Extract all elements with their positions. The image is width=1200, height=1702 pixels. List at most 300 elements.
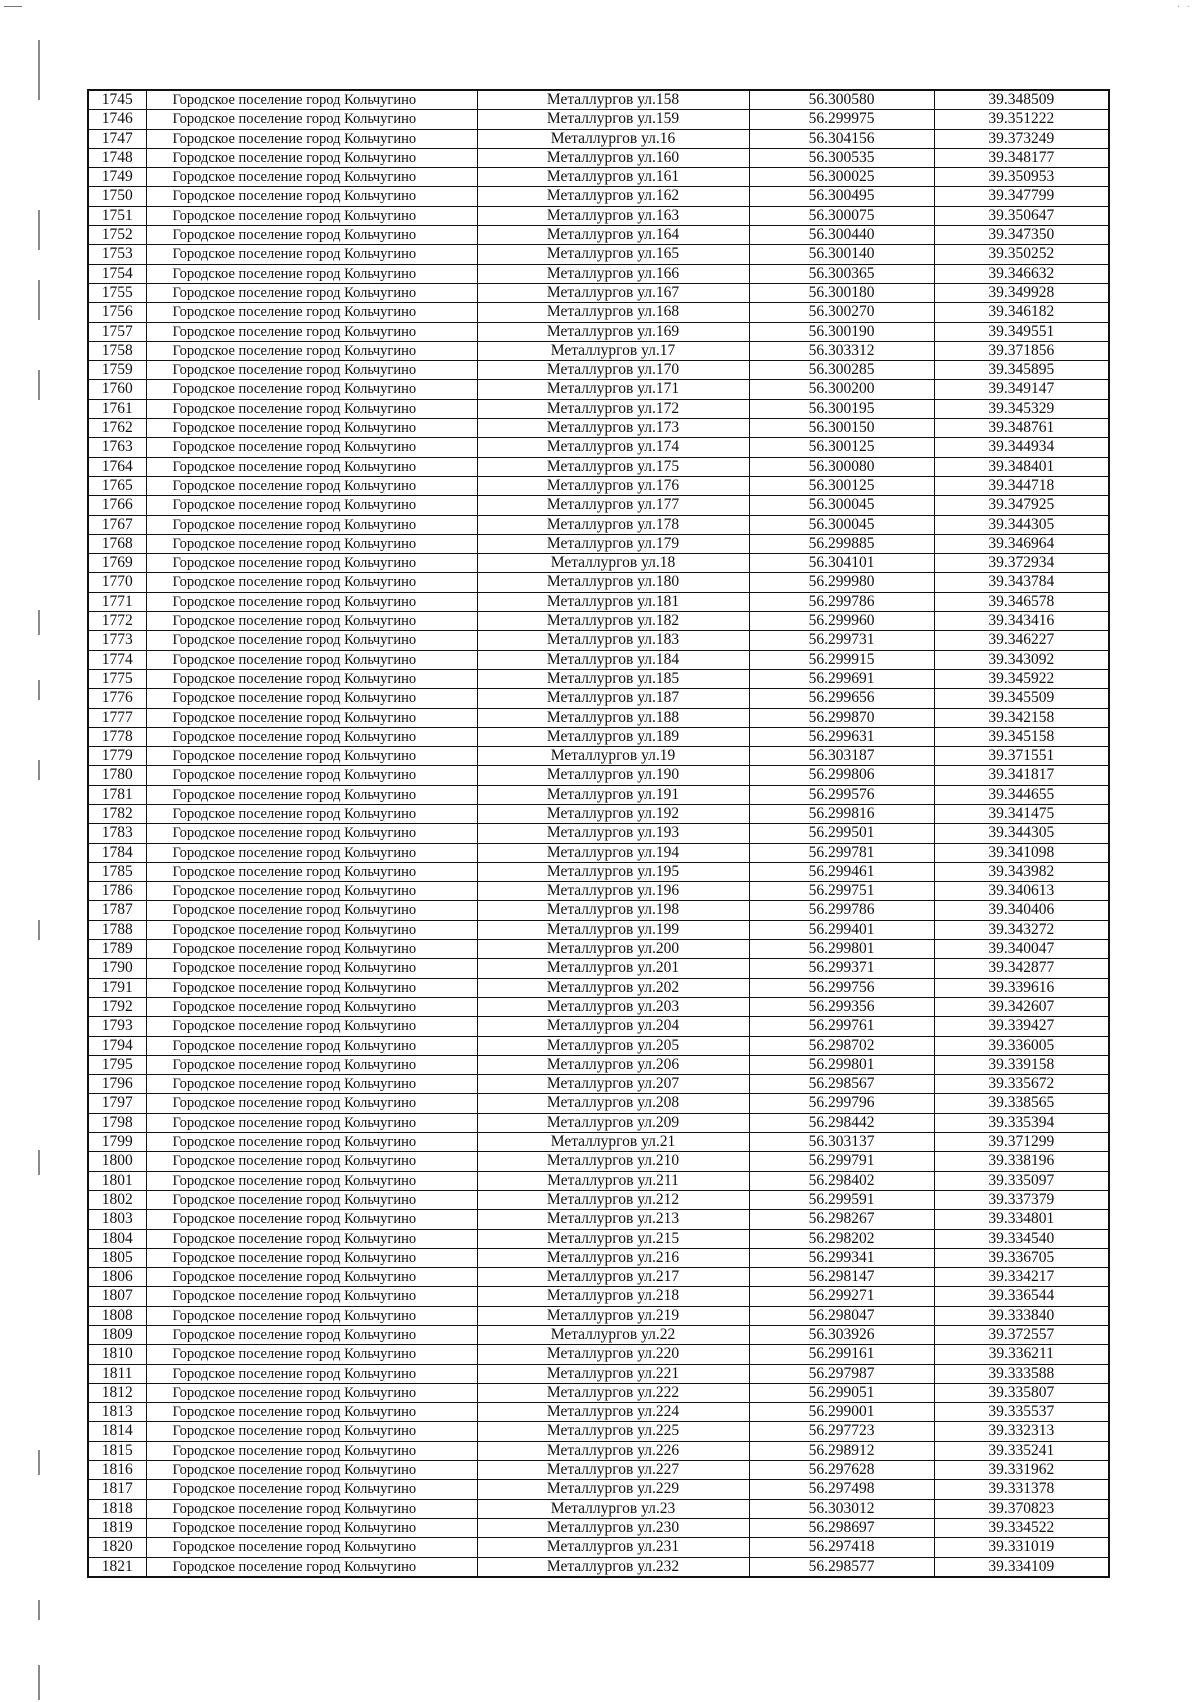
address-cell: Металлургов ул.182 xyxy=(477,612,749,631)
table-row xyxy=(88,1345,1109,1364)
longitude-cell: 39.345509 xyxy=(934,689,1109,708)
table-row xyxy=(88,1094,1109,1113)
settlement-cell: Городское поселение город Кольчугино xyxy=(146,843,477,862)
address-cell: Металлургов ул.172 xyxy=(477,399,749,418)
address-cell: Металлургов ул.229 xyxy=(477,1480,749,1499)
longitude-cell: 39.342607 xyxy=(934,997,1109,1016)
settlement-cell: Городское поселение город Кольчугино xyxy=(146,1268,477,1287)
address-cell: Металлургов ул.18 xyxy=(477,554,749,573)
table-row xyxy=(88,747,1109,766)
address-cell: Металлургов ул.187 xyxy=(477,689,749,708)
row-number-cell: 1774 xyxy=(88,650,146,669)
longitude-cell: 39.335672 xyxy=(934,1075,1109,1094)
settlement-cell: Городское поселение город Кольчугино xyxy=(146,1248,477,1267)
longitude-cell: 39.346632 xyxy=(934,264,1109,283)
address-cell: Металлургов ул.23 xyxy=(477,1499,749,1518)
row-number-cell: 1752 xyxy=(88,226,146,245)
address-cell: Металлургов ул.205 xyxy=(477,1036,749,1055)
address-cell: Металлургов ул.167 xyxy=(477,283,749,302)
latitude-cell: 56.299960 xyxy=(749,612,934,631)
longitude-cell: 39.372934 xyxy=(934,554,1109,573)
row-number-cell: 1747 xyxy=(88,129,146,148)
settlement-cell: Городское поселение город Кольчугино xyxy=(146,1518,477,1537)
row-number-cell: 1813 xyxy=(88,1403,146,1422)
longitude-cell: 39.340047 xyxy=(934,940,1109,959)
latitude-cell: 56.300045 xyxy=(749,496,934,515)
longitude-cell: 39.344718 xyxy=(934,476,1109,495)
table-row xyxy=(88,1326,1109,1345)
settlement-cell: Городское поселение город Кольчугино xyxy=(146,862,477,881)
scan-edge-mark xyxy=(38,920,40,940)
latitude-cell: 56.298402 xyxy=(749,1171,934,1190)
latitude-cell: 56.300270 xyxy=(749,303,934,322)
row-number-cell: 1796 xyxy=(88,1075,146,1094)
address-cell: Металлургов ул.213 xyxy=(477,1210,749,1229)
table-row xyxy=(88,824,1109,843)
row-number-cell: 1819 xyxy=(88,1518,146,1537)
latitude-cell: 56.299591 xyxy=(749,1190,934,1209)
latitude-cell: 56.298147 xyxy=(749,1268,934,1287)
row-number-cell: 1791 xyxy=(88,978,146,997)
longitude-cell: 39.373249 xyxy=(934,129,1109,148)
latitude-cell: 56.303926 xyxy=(749,1326,934,1345)
row-number-cell: 1771 xyxy=(88,592,146,611)
settlement-cell: Городское поселение город Кольчугино xyxy=(146,689,477,708)
longitude-cell: 39.343982 xyxy=(934,862,1109,881)
scan-edge-mark xyxy=(38,610,40,635)
settlement-cell: Городское поселение город Кольчугино xyxy=(146,785,477,804)
row-number-cell: 1780 xyxy=(88,766,146,785)
row-number-cell: 1772 xyxy=(88,612,146,631)
address-cell: Металлургов ул.226 xyxy=(477,1441,749,1460)
longitude-cell: 39.345329 xyxy=(934,399,1109,418)
row-number-cell: 1806 xyxy=(88,1268,146,1287)
row-number-cell: 1779 xyxy=(88,747,146,766)
address-cell: Металлургов ул.216 xyxy=(477,1248,749,1267)
latitude-cell: 56.300190 xyxy=(749,322,934,341)
latitude-cell: 56.298047 xyxy=(749,1306,934,1325)
address-cell: Металлургов ул.177 xyxy=(477,496,749,515)
row-number-cell: 1794 xyxy=(88,1036,146,1055)
address-cell: Металлургов ул.21 xyxy=(477,1133,749,1152)
longitude-cell: 39.347799 xyxy=(934,187,1109,206)
latitude-cell: 56.300045 xyxy=(749,515,934,534)
latitude-cell: 56.297498 xyxy=(749,1480,934,1499)
table-row xyxy=(88,1171,1109,1190)
address-cell: Металлургов ул.230 xyxy=(477,1518,749,1537)
settlement-cell: Городское поселение город Кольчугино xyxy=(146,959,477,978)
address-cell: Металлургов ул.220 xyxy=(477,1345,749,1364)
longitude-cell: 39.344934 xyxy=(934,438,1109,457)
latitude-cell: 56.300195 xyxy=(749,399,934,418)
row-number-cell: 1769 xyxy=(88,554,146,573)
longitude-cell: 39.372557 xyxy=(934,1326,1109,1345)
table-row xyxy=(88,1364,1109,1383)
latitude-cell: 56.299756 xyxy=(749,978,934,997)
row-number-cell: 1765 xyxy=(88,476,146,495)
longitude-cell: 39.334801 xyxy=(934,1210,1109,1229)
latitude-cell: 56.298202 xyxy=(749,1229,934,1248)
longitude-cell: 39.334522 xyxy=(934,1518,1109,1537)
settlement-cell: Городское поселение город Кольчугино xyxy=(146,804,477,823)
table-row xyxy=(88,1538,1109,1557)
longitude-cell: 39.348509 xyxy=(934,90,1109,110)
table-row xyxy=(88,940,1109,959)
row-number-cell: 1820 xyxy=(88,1538,146,1557)
latitude-cell: 56.299401 xyxy=(749,920,934,939)
longitude-cell: 39.346578 xyxy=(934,592,1109,611)
settlement-cell: Городское поселение город Кольчугино xyxy=(146,554,477,573)
settlement-cell: Городское поселение город Кольчугино xyxy=(146,1306,477,1325)
table-row xyxy=(88,206,1109,225)
table-row xyxy=(88,419,1109,438)
longitude-cell: 39.349147 xyxy=(934,380,1109,399)
longitude-cell: 39.340613 xyxy=(934,882,1109,901)
address-cell: Металлургов ул.171 xyxy=(477,380,749,399)
address-cell: Металлургов ул.221 xyxy=(477,1364,749,1383)
settlement-cell: Городское поселение город Кольчугино xyxy=(146,1133,477,1152)
address-cell: Металлургов ул.176 xyxy=(477,476,749,495)
latitude-cell: 56.300440 xyxy=(749,226,934,245)
table-row xyxy=(88,997,1109,1016)
longitude-cell: 39.350953 xyxy=(934,168,1109,187)
table-row xyxy=(88,1210,1109,1229)
settlement-cell: Городское поселение город Кольчугино xyxy=(146,438,477,457)
longitude-cell: 39.339427 xyxy=(934,1017,1109,1036)
settlement-cell: Городское поселение город Кольчугино xyxy=(146,1210,477,1229)
row-number-cell: 1798 xyxy=(88,1113,146,1132)
row-number-cell: 1768 xyxy=(88,534,146,553)
settlement-cell: Городское поселение город Кольчугино xyxy=(146,90,477,110)
address-cell: Металлургов ул.188 xyxy=(477,708,749,727)
settlement-cell: Городское поселение город Кольчугино xyxy=(146,1499,477,1518)
latitude-cell: 56.298912 xyxy=(749,1441,934,1460)
address-cell: Металлургов ул.161 xyxy=(477,168,749,187)
longitude-cell: 39.350252 xyxy=(934,245,1109,264)
table-row xyxy=(88,573,1109,592)
longitude-cell: 39.335537 xyxy=(934,1403,1109,1422)
address-cell: Металлургов ул.224 xyxy=(477,1403,749,1422)
settlement-cell: Городское поселение город Кольчугино xyxy=(146,361,477,380)
scan-corner-mark xyxy=(4,6,22,7)
address-cell: Металлургов ул.215 xyxy=(477,1229,749,1248)
longitude-cell: 39.335241 xyxy=(934,1441,1109,1460)
latitude-cell: 56.300580 xyxy=(749,90,934,110)
address-cell: Металлургов ул.218 xyxy=(477,1287,749,1306)
longitude-cell: 39.334217 xyxy=(934,1268,1109,1287)
longitude-cell: 39.351222 xyxy=(934,110,1109,129)
table-row xyxy=(88,882,1109,901)
table-row xyxy=(88,1248,1109,1267)
settlement-cell: Городское поселение город Кольчугино xyxy=(146,1480,477,1499)
scan-edge-mark xyxy=(38,680,40,700)
address-coordinates-table xyxy=(87,89,1110,1578)
latitude-cell: 56.304156 xyxy=(749,129,934,148)
table-row xyxy=(88,1306,1109,1325)
address-cell: Металлургов ул.212 xyxy=(477,1190,749,1209)
row-number-cell: 1793 xyxy=(88,1017,146,1036)
table-row xyxy=(88,1403,1109,1422)
row-number-cell: 1783 xyxy=(88,824,146,843)
address-cell: Металлургов ул.178 xyxy=(477,515,749,534)
latitude-cell: 56.297723 xyxy=(749,1422,934,1441)
table-row xyxy=(88,1557,1109,1577)
row-number-cell: 1750 xyxy=(88,187,146,206)
address-cell: Металлургов ул.181 xyxy=(477,592,749,611)
table-row xyxy=(88,727,1109,746)
latitude-cell: 56.299501 xyxy=(749,824,934,843)
latitude-cell: 56.298697 xyxy=(749,1518,934,1537)
table-row xyxy=(88,1075,1109,1094)
longitude-cell: 39.346227 xyxy=(934,631,1109,650)
longitude-cell: 39.343416 xyxy=(934,612,1109,631)
address-cell: Металлургов ул.232 xyxy=(477,1557,749,1577)
table-row xyxy=(88,322,1109,341)
address-cell: Металлургов ул.173 xyxy=(477,419,749,438)
table-row xyxy=(88,187,1109,206)
row-number-cell: 1809 xyxy=(88,1326,146,1345)
row-number-cell: 1746 xyxy=(88,110,146,129)
table-row xyxy=(88,1229,1109,1248)
latitude-cell: 56.297418 xyxy=(749,1538,934,1557)
address-cell: Металлургов ул.192 xyxy=(477,804,749,823)
row-number-cell: 1801 xyxy=(88,1171,146,1190)
latitude-cell: 56.299975 xyxy=(749,110,934,129)
table-row xyxy=(88,1287,1109,1306)
scan-edge-mark xyxy=(38,210,40,250)
latitude-cell: 56.303137 xyxy=(749,1133,934,1152)
row-number-cell: 1760 xyxy=(88,380,146,399)
settlement-cell: Городское поселение город Кольчугино xyxy=(146,341,477,360)
settlement-cell: Городское поселение город Кольчугино xyxy=(146,264,477,283)
settlement-cell: Городское поселение город Кольчугино xyxy=(146,226,477,245)
latitude-cell: 56.299915 xyxy=(749,650,934,669)
address-cell: Металлургов ул.204 xyxy=(477,1017,749,1036)
settlement-cell: Городское поселение город Кольчугино xyxy=(146,245,477,264)
row-number-cell: 1781 xyxy=(88,785,146,804)
settlement-cell: Городское поселение город Кольчугино xyxy=(146,206,477,225)
longitude-cell: 39.338196 xyxy=(934,1152,1109,1171)
longitude-cell: 39.339158 xyxy=(934,1055,1109,1074)
row-number-cell: 1788 xyxy=(88,920,146,939)
table-row xyxy=(88,380,1109,399)
table-row xyxy=(88,920,1109,939)
latitude-cell: 56.299781 xyxy=(749,843,934,862)
table-row xyxy=(88,1383,1109,1402)
address-cell: Металлургов ул.166 xyxy=(477,264,749,283)
table-row xyxy=(88,862,1109,881)
settlement-cell: Городское поселение город Кольчугино xyxy=(146,129,477,148)
settlement-cell: Городское поселение город Кольчугино xyxy=(146,1538,477,1557)
longitude-cell: 39.349928 xyxy=(934,283,1109,302)
latitude-cell: 56.298567 xyxy=(749,1075,934,1094)
address-cell: Металлургов ул.164 xyxy=(477,226,749,245)
latitude-cell: 56.300180 xyxy=(749,283,934,302)
row-number-cell: 1818 xyxy=(88,1499,146,1518)
latitude-cell: 56.299691 xyxy=(749,669,934,688)
latitude-cell: 56.299751 xyxy=(749,882,934,901)
settlement-cell: Городское поселение город Кольчугино xyxy=(146,534,477,553)
row-number-cell: 1803 xyxy=(88,1210,146,1229)
address-cell: Металлургов ул.165 xyxy=(477,245,749,264)
longitude-cell: 39.331962 xyxy=(934,1461,1109,1480)
row-number-cell: 1777 xyxy=(88,708,146,727)
table-row xyxy=(88,631,1109,650)
row-number-cell: 1799 xyxy=(88,1133,146,1152)
latitude-cell: 56.299161 xyxy=(749,1345,934,1364)
latitude-cell: 56.299371 xyxy=(749,959,934,978)
row-number-cell: 1797 xyxy=(88,1094,146,1113)
latitude-cell: 56.299341 xyxy=(749,1248,934,1267)
settlement-cell: Городское поселение город Кольчугино xyxy=(146,1422,477,1441)
row-number-cell: 1785 xyxy=(88,862,146,881)
row-number-cell: 1821 xyxy=(88,1557,146,1577)
address-cell: Металлургов ул.163 xyxy=(477,206,749,225)
table-row xyxy=(88,804,1109,823)
settlement-cell: Городское поселение город Кольчугино xyxy=(146,380,477,399)
latitude-cell: 56.299786 xyxy=(749,592,934,611)
table-row xyxy=(88,650,1109,669)
latitude-cell: 56.300150 xyxy=(749,419,934,438)
address-cell: Металлургов ул.208 xyxy=(477,1094,749,1113)
longitude-cell: 39.348177 xyxy=(934,148,1109,167)
address-cell: Металлургов ул.158 xyxy=(477,90,749,110)
settlement-cell: Городское поселение город Кольчугино xyxy=(146,1557,477,1577)
settlement-cell: Городское поселение город Кольчугино xyxy=(146,612,477,631)
longitude-cell: 39.336705 xyxy=(934,1248,1109,1267)
longitude-cell: 39.341817 xyxy=(934,766,1109,785)
row-number-cell: 1790 xyxy=(88,959,146,978)
longitude-cell: 39.340406 xyxy=(934,901,1109,920)
longitude-cell: 39.371299 xyxy=(934,1133,1109,1152)
latitude-cell: 56.300535 xyxy=(749,148,934,167)
longitude-cell: 39.345158 xyxy=(934,727,1109,746)
latitude-cell: 56.299791 xyxy=(749,1152,934,1171)
address-cell: Металлургов ул.170 xyxy=(477,361,749,380)
address-cell: Металлургов ул.19 xyxy=(477,747,749,766)
table-row xyxy=(88,168,1109,187)
settlement-cell: Городское поселение город Кольчугино xyxy=(146,457,477,476)
longitude-cell: 39.337379 xyxy=(934,1190,1109,1209)
table-row xyxy=(88,959,1109,978)
latitude-cell: 56.299870 xyxy=(749,708,934,727)
row-number-cell: 1755 xyxy=(88,283,146,302)
row-number-cell: 1786 xyxy=(88,882,146,901)
longitude-cell: 39.332313 xyxy=(934,1422,1109,1441)
row-number-cell: 1759 xyxy=(88,361,146,380)
row-number-cell: 1778 xyxy=(88,727,146,746)
table-row xyxy=(88,148,1109,167)
table-row xyxy=(88,785,1109,804)
longitude-cell: 39.348761 xyxy=(934,419,1109,438)
address-cell: Металлургов ул.17 xyxy=(477,341,749,360)
table-row xyxy=(88,1113,1109,1132)
table-row xyxy=(88,1441,1109,1460)
longitude-cell: 39.371856 xyxy=(934,341,1109,360)
row-number-cell: 1800 xyxy=(88,1152,146,1171)
latitude-cell: 56.300125 xyxy=(749,438,934,457)
settlement-cell: Городское поселение город Кольчугино xyxy=(146,650,477,669)
settlement-cell: Городское поселение город Кольчугино xyxy=(146,187,477,206)
row-number-cell: 1815 xyxy=(88,1441,146,1460)
row-number-cell: 1762 xyxy=(88,419,146,438)
latitude-cell: 56.300125 xyxy=(749,476,934,495)
row-number-cell: 1816 xyxy=(88,1461,146,1480)
latitude-cell: 56.298442 xyxy=(749,1113,934,1132)
latitude-cell: 56.297628 xyxy=(749,1461,934,1480)
latitude-cell: 56.303312 xyxy=(749,341,934,360)
latitude-cell: 56.299051 xyxy=(749,1383,934,1402)
settlement-cell: Городское поселение город Кольчугино xyxy=(146,727,477,746)
table-row xyxy=(88,708,1109,727)
row-number-cell: 1761 xyxy=(88,399,146,418)
table-row xyxy=(88,1268,1109,1287)
longitude-cell: 39.346182 xyxy=(934,303,1109,322)
address-cell: Металлургов ул.169 xyxy=(477,322,749,341)
table-row xyxy=(88,1499,1109,1518)
settlement-cell: Городское поселение город Кольчугино xyxy=(146,669,477,688)
longitude-cell: 39.370823 xyxy=(934,1499,1109,1518)
settlement-cell: Городское поселение город Кольчугино xyxy=(146,1403,477,1422)
settlement-cell: Городское поселение город Кольчугино xyxy=(146,882,477,901)
row-number-cell: 1787 xyxy=(88,901,146,920)
row-number-cell: 1812 xyxy=(88,1383,146,1402)
longitude-cell: 39.333840 xyxy=(934,1306,1109,1325)
longitude-cell: 39.333588 xyxy=(934,1364,1109,1383)
table-row xyxy=(88,901,1109,920)
longitude-cell: 39.336544 xyxy=(934,1287,1109,1306)
table-row xyxy=(88,399,1109,418)
latitude-cell: 56.298577 xyxy=(749,1557,934,1577)
table-row xyxy=(88,496,1109,515)
latitude-cell: 56.300200 xyxy=(749,380,934,399)
address-cell: Металлургов ул.207 xyxy=(477,1075,749,1094)
row-number-cell: 1775 xyxy=(88,669,146,688)
latitude-cell: 56.297987 xyxy=(749,1364,934,1383)
table-row xyxy=(88,534,1109,553)
row-number-cell: 1770 xyxy=(88,573,146,592)
table-row xyxy=(88,476,1109,495)
address-cell: Металлургов ул.206 xyxy=(477,1055,749,1074)
settlement-cell: Городское поселение город Кольчугино xyxy=(146,303,477,322)
row-number-cell: 1756 xyxy=(88,303,146,322)
longitude-cell: 39.345895 xyxy=(934,361,1109,380)
table-row xyxy=(88,1133,1109,1152)
address-cell: Металлургов ул.175 xyxy=(477,457,749,476)
address-cell: Металлургов ул.200 xyxy=(477,940,749,959)
settlement-cell: Городское поселение город Кольчугино xyxy=(146,419,477,438)
table-body xyxy=(88,90,1109,1577)
address-cell: Металлургов ул.231 xyxy=(477,1538,749,1557)
settlement-cell: Городское поселение город Кольчугино xyxy=(146,1055,477,1074)
latitude-cell: 56.299885 xyxy=(749,534,934,553)
table-row xyxy=(88,245,1109,264)
table-row xyxy=(88,438,1109,457)
settlement-cell: Городское поселение город Кольчугино xyxy=(146,1383,477,1402)
settlement-cell: Городское поселение город Кольчугино xyxy=(146,1094,477,1113)
scan-edge-mark xyxy=(38,1150,40,1175)
settlement-cell: Городское поселение город Кольчугино xyxy=(146,1441,477,1460)
settlement-cell: Городское поселение город Кольчугино xyxy=(146,978,477,997)
table-row xyxy=(88,592,1109,611)
table-row xyxy=(88,1422,1109,1441)
settlement-cell: Городское поселение город Кольчугино xyxy=(146,766,477,785)
settlement-cell: Городское поселение город Кольчугино xyxy=(146,824,477,843)
table-row xyxy=(88,341,1109,360)
settlement-cell: Городское поселение город Кольчугино xyxy=(146,515,477,534)
latitude-cell: 56.300365 xyxy=(749,264,934,283)
longitude-cell: 39.343092 xyxy=(934,650,1109,669)
